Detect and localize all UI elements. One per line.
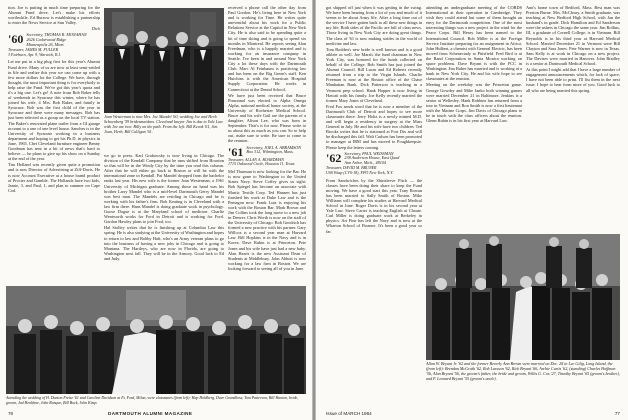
- class-60-treasurer-address: 3 Fairburn, Apt. 9, Warwick, R.I.: [8, 51, 61, 57]
- class-60-address-2: Minneapolis 26, Minn.: [26, 42, 65, 48]
- left-column-2: [104, 153, 224, 283]
- class-62-address-2: Ann Arbor, Mich., 48104: [344, 160, 386, 166]
- wedding-party-caption: Joan Westerman is now Mrs. Joe Mandel '60, wedding Joe and Herb Schoenberg '59 bridesmaidens. Cleveland lawyer Jim is due to Yale Law with Joe are two: Billy on the path. From the left: Bill Keenk '61, Jim. Joan, Herb, Bill Culligan '61.: [104, 115, 223, 134]
- left-col3-top-text: received a phone call the other day from Paul Gordon. He's living here in New York and is working for Time. He writes quite uneventful about his work for a Public Relations Service at the Capitol in New York City. He is also said to be spending quite a bit of time skiing and is going to spend six months in Montreal. He reports seeing Alan Freedman, who is a happily married and is working for an insurance company in Seattle. I've been in and around New York City a lot these days with the Dartmouth Club. Marc Al Feinbaum is practicing law and has been on the Big Green's staff. Ken Hutchins is with the American Hospital Supply Corporation. He works in Connecticut at the Dental School.: [228, 5, 306, 92]
- top-text: tion. Joe is putting in much time preparing for the Alumni Fund drive. Let's make his efforts worthwhile. Ed Burrow is establishing a partnership to enter the News Service at Sun Valley.: [8, 5, 100, 26]
- right-footer: [615, 411, 620, 416]
- class-year-62: '62: [326, 150, 342, 165]
- left-footer: [8, 411, 13, 416]
- class-60-address-1: 2626 Cedarwood Ridge: [26, 37, 67, 43]
- class-61-address: Box 312, Wilmington, Mass.: [246, 149, 294, 155]
- class-61-treasurer: Treasurer, ALLAN A. BOARDMAN: [228, 156, 284, 162]
- class-62-header: [326, 152, 422, 176]
- class-62-address-1: 238 Anderson House, East Quad: [344, 155, 400, 161]
- class-62-treasurer: Treasurer, DAVID M. BRUNER: [326, 165, 377, 171]
- class-60-secretary: Secretary, THOMAS R. MONAHAN: [26, 32, 87, 38]
- left-page: [0, 0, 312, 420]
- class-60-header: [8, 33, 100, 57]
- right-page-number: 77: [614, 411, 620, 416]
- class-61-body: Mel Thurman is now looking for the Bar. He is now gone to Washington to the United States Navy. Steve Coffey gives us sight: Bob Spiegel has become an associate with Mastic Textile Corp. Ted Hansen has just finished his work at Duke Law and is the Pentagon now. Frank Lutz is enjoying his work with the Boston Bar. Mark Brown and Jim Collins took the long move to a new job in Denver. Chris Worth is now on the staff of the University of Chicago. Bob Goodrich has formed a new practice with his partner. Gary Willcox is a second year man at Harvard Law. Bill Hopkins is in the Navy and is in Korea. Dave Rubin is at Princeton. Pete Jones and his wife have just had a new baby. Alan Harris is the new Assistant Dean of Students at Middlebury. John Abbott is now working for a law firm in Boston. We are looking forward to seeing all of you in June.: [228, 169, 306, 271]
- top-signoff: Dick: [91, 26, 100, 32]
- right-col3-body-b: At this point I might add that I have a large number of engagement announcements which, for lack of space, I have not been able to print. I'll list them in the next issue. I hope to hear from more of you. Good luck to all who are being married this spring.: [526, 67, 620, 93]
- left-page-number: 76: [8, 411, 14, 416]
- class-62-body: From Sandwiches by the Shirtsleeve Pitch — the classes have been doing their share to keep the Fund moving. We have a good start this year. Tony Rowan has been married to Sally Smith of Boston. Mike Williams will complete his studies at Harvard Medical School in June. Roger Davis is in his second year at Yale Law. Steve Carter is teaching English at Choate. Carl Miller is doing graduate work at Berkeley in physics. Art Fine has left the Navy and is now at the Wharton School of Finance. It's been a good year so far.: [326, 177, 422, 234]
- right-col1-body-b: Fred Fox sends word that he is now a member of the Dartmouth Club of Detroit and hopes to see more classmates there. Jerry Holtz is a newly minted M.D. and will begin a residency in surgery at the Mass General in July. He and his wife have two children. Ted Brooks writes that he is stationed at Fort Dix and will be discharged this fall. Walt Carlson has been promoted to manager at IBM and has moved to Poughkeepsie. Please keep the letters coming.: [326, 103, 422, 150]
- right-column-2: [426, 5, 522, 230]
- class-60-treasurer: Treasurer, JAMES M. FULLER: [8, 46, 59, 52]
- left-footer-title: [108, 411, 192, 416]
- right-col2-body-b: Meeting on the weekday was the Princeton game. George Gowdey and Mike Janko both winning games were married December 21 in Baltimore. Jenkins is a senior at Wellesley. Hank Robbins has returned from a tour in Vietnam and Ron Smith is now a first lieutenant with the Marine Corps. Jim Davis of Chicago plans to be in touch with the class officers about the reunion. Glenn Rubin is in his first year at Harvard Law.: [426, 82, 522, 124]
- group-wedding-photo: [6, 286, 306, 394]
- left-column-3: [228, 5, 306, 285]
- right-footer-title: [326, 411, 372, 416]
- class-60-body-col2-b: Hal Stolley writes that he is finishing up at Columbia Law this spring. He is also studying at the University of Washington and hopes to return to law and Bobby Haft, who's an Army veteran plans to go into the business of having a new jobs in Chicago and is going to Montana. The Hartleys, who are now in Florida, are going to Washington next fall. They will be in the Armory. Good luck to Ed and Judy.: [104, 225, 224, 261]
- class-62-treasurer-address: USS Wasp (CVS-18), FPO New York, N.Y.: [326, 169, 394, 175]
- class-60-body-col2: we go to press. Karl Grabowsky is now living in Chicago. The division of the Kendall Company that he runs shifted from Houston so that will be in the Windy City by the time you read this column. After that he will either go back to Boston or will be with the international zone in Kendall. Pat Mandel dropped from the bachelor ranks last year. His new wife is the former Joan Westerman, a 1961 University of Michigan graduate. Among those on hand was his brother Larry Mandel who is a mid-level Dartmouth Gerry Mandel was best man. The Mandels are residing in Chicago and he is working with his father's firm. Bob Keating is in Cleveland with a law firm there. Hans Mandel is doing graduate work in psychology. Goose Dogue is at the Maryland school of medicine. Charlie Wentworth works for Ford in Detroit and is working for Ford. Gordon Hawley plans to join Ford, too.: [104, 153, 224, 225]
- bryant-wedding-caption: Allan W. Bryant Jr. '62 and the former Beverly Ann Brown were married on Dec. 28 in Lee Gilig, Long Island, the (from left): Brendan McGrath '62, Rob Larsson '62, Rick Bryant '66, Archie Curtis '62, (standing) Charles Hoffman '56, Alan Bryant '56, the groom's father, the bride and groom, Willis G. Cox '27, Timothy Bryant '65 (groom's brother), and F. Leonard Bryant '55 (groom's uncle).: [426, 362, 620, 381]
- class-60-body: Let me put in a big plug first for this year's Alumni Fund drive. Many of us are now at least semi-settled in life and realize this year we can come up with a few more dollars for the College. We have, through thought, the most important thing is for everybody to help raise the Fund. We've got this year's quota and it's a big one. Let's go! A note from Bob Baker tells of weekends in Syracuse this winter, where he has joined his wife, 4 Mrs. Bob Baker, and family in Syracuse. Bob was the first child of the year in Syracuse and there were many messages. Bob has just been selected as a group on the local TV station. The Baker's renovated plane trailer from a GI garage account to a one of one level house. Sanches is in the University of Syracuse working in a business department and hoping to get his Ph.D. in physics in June, 1965. Chet Cleveland furniture engineer Benny Goodman has sent in a bit of news that's hard to believe — he plans to give up his show on a Sunday at the end of the year.: [8, 59, 100, 162]
- class-year-60: '60: [8, 32, 24, 47]
- class-62-secretary: Secretary, PAUL WEISSMAN: [344, 150, 394, 156]
- class-60-body-b: Tim Holland was recently given quite a promotion and is now Director of Advertising at Ziff-Davis. He is now Account Executive at a house brand product of Procter and Gamble. The Hollands have two kids, Jamie, 3, and Paul, 1, and plan to summer on Cape Cod.: [8, 162, 100, 193]
- wedding-party-photo: [104, 8, 224, 113]
- right-col2-body: attending an undergraduate meeting of the CORDS International at their operation in Cambridge. They wish they could attend but some of them brought an envy for the Dartmouth competition. One of the most interesting things was a new project in the wind for the Peace Corps. Bill Henry has been named to the International Council. Bob Miller is at the Foreign Service Institute preparing for an assignment in Africa. John Hulbert, a chemist with General Electric, has been moved from Schenectady to Pittsfield. Fred Bird is at the Rand Corporation in Santa Monica working on space problems. Dave Bryant is with the FCC in Washington. Jim Baker has married and is working at a bank in New York City. He and his wife hope to see classmates at the reunion.: [426, 5, 522, 82]
- wedding-party-photo-image: [104, 8, 224, 113]
- bryant-wedding-photo-image: [426, 234, 620, 360]
- right-col3-body: Ann's home town of Bedford, Mass. Best man was Preston Burne. Mrs. McCleary, a Smith graduate, was teaching at New Bedford High School, with Jan the husband's in grade. Dick Hamilton and Ed Sanderson were the ushers in Chicago the same year. Jim Rollins, III, a graduate of Cornell College, is in Vietnam. Bill Reynolds is in his third year at Harvard Medical School. Married December 21 in Vermont were Bill Clayton and Sara Jones. Pete Warner is now in Texas. Sam Kelly is at work in Chicago on a new project. The Davises were married in Hanover. John Bradley is a senior at Dartmouth Medical School.: [526, 5, 620, 67]
- right-column-1: [326, 5, 422, 410]
- issue-date: Issue of MARCH 1964: [326, 411, 372, 416]
- class-61-secretary: Secretary, JOEL A. ABRAMSON: [246, 144, 302, 150]
- right-page: [316, 0, 628, 420]
- class-61-treasurer-address: 1715 Oakwood Circle, Houston 11, Texas: [228, 161, 295, 167]
- right-col1-top: got shipped off just when it was getting in the swing. We have been hearing from a lot of you and much of it seems to be about Army life. After a long time out of the service I have gotten back to all these new things in my life. Both sides of the Pacific are full of class news. Those living in New York City are doing great things. The class of '61 is now making strides in the world of medicine and law.: [326, 5, 422, 46]
- bryant-wedding-photo: [426, 234, 620, 360]
- class-61-header: [228, 146, 306, 168]
- magazine-title: DARTMOUTH ALUMNI MAGAZINE: [108, 411, 193, 416]
- group-wedding-caption: Attending the wedding of H. Dunton Freise '61 and Caroline Davidson at Ft. Ford, Milan, were classmates (from left): Hap Holdberg, Dave Grandhoss, Tom Patterson, Bill Hanton, bride, groom, Jud Healthne, John Ranque, Bill Bock, John Kimp.: [6, 396, 299, 405]
- class-year-61: '61: [228, 144, 244, 159]
- group-wedding-photo-image: [6, 286, 306, 394]
- left-col3-body-b: We have just been received that Bruce Pinsonnal was elected to Alpha Omega Alpha, national medical honor society, at the University of Rochester Medical School. Bruce and his wife Gail are the parents of a daughter, Alison Lee, who was born in September. That's it for now. Please write to us about this as much as you can. So to help out, make sure to write. Be sure to come to the reunion.: [228, 92, 306, 144]
- right-col1-body: Tom Bodden's new bride is well known and is a good athlete as well. Joe Marsh, the fund chairman in New York City, was honored for the funds collected on behalf of the College. Bob Smith has just joined the Alumni Council. Bill Lucas and Ed Roberts recently returned from a trip to the Virgin Islands. Charlie Freeman is now at the Boston office of the Chase Manhattan Bank. Dick Patterson is teaching in a Vermont prep school. Hank Hopper is now living in Hawaii with his family. Joe Kelly recently married the former Mary Jones of Cleveland.: [326, 46, 422, 103]
- right-column-3: [526, 5, 620, 230]
